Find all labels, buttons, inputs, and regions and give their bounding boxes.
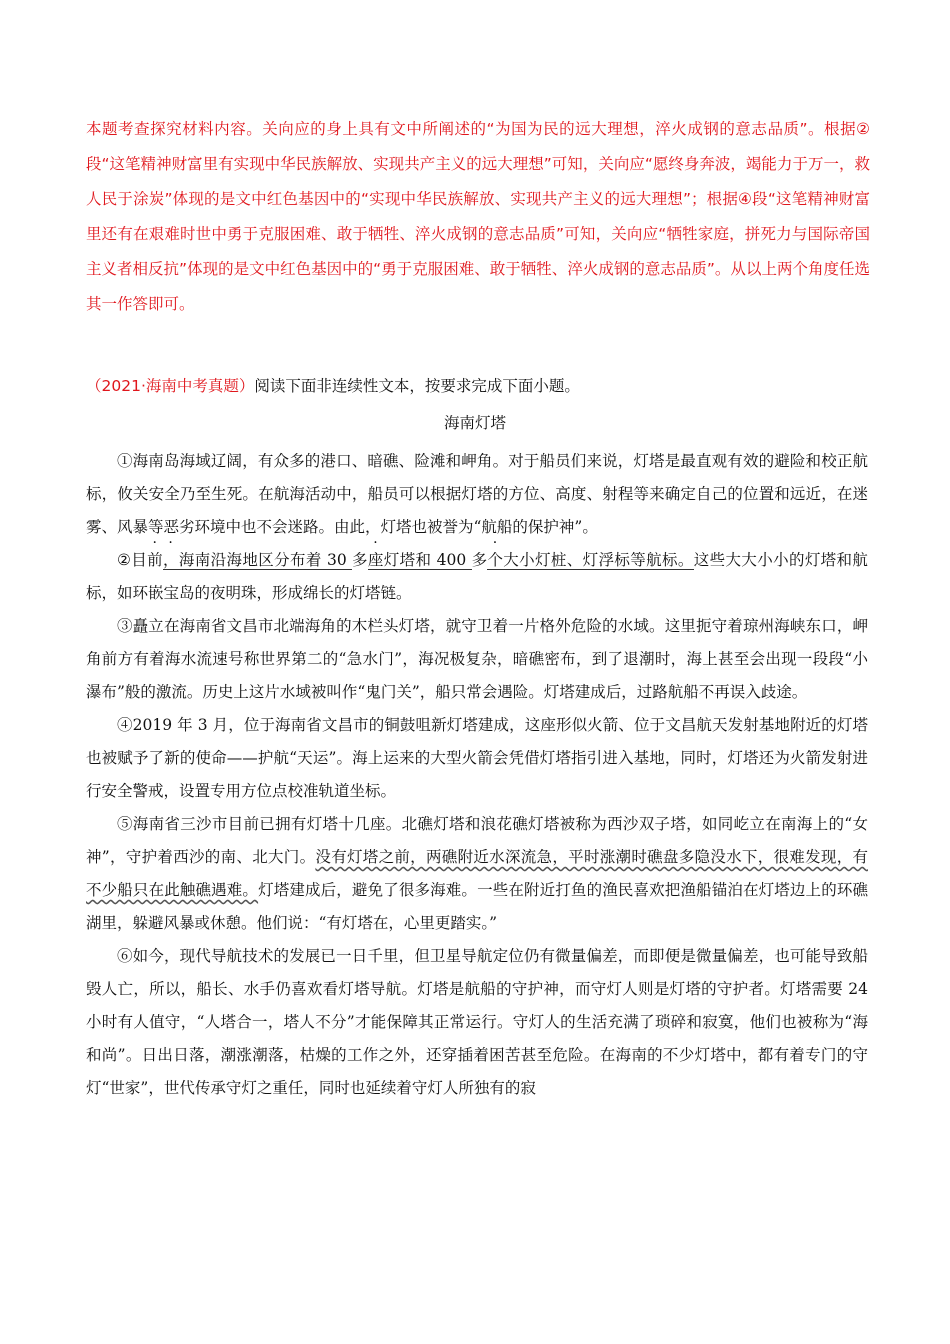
p2-underline-3: 个大小灯桩、灯浮标等航标。: [487, 551, 694, 569]
article-body: [86, 445, 868, 1105]
p5-wavy-underline: 没有灯塔之前，两礁附近水深流急，平时涨潮时礁盘多隐没水下，很难发现，有不少船只在此触礁遇难。: [86, 848, 868, 899]
p2-dotted-4: 多: [471, 551, 488, 569]
question-source: （2021·海南中考真题）: [86, 377, 255, 395]
paragraph-4: ④2019 年 3 月，位于海南省文昌市的铜鼓咀新灯塔建成，这座形似火箭、位于文昌航天发射基地附近的灯塔也被赋予了新的使命——护航“天运”。海上运来的大型火箭会凭借灯塔指引进入基地，同时，灯塔还为火箭发射进行安全警戒，设置专用方位点校准轨道坐标。: [86, 716, 868, 800]
article-title: 海南灯塔: [443, 414, 506, 432]
p2-dotted-3: 多: [352, 551, 368, 569]
paragraph-5: [86, 808, 868, 940]
p5-part-a: ⑤海南省三沙市目前已拥有灯塔十几座。北礁灯塔和浪花礁灯塔被称为西沙双子塔，如同屹立在南海上的“女神”，守护着西沙的南、北大门。: [86, 815, 868, 866]
p2-dotted-2: 前: [147, 551, 164, 569]
p2-underline-2: 座灯塔和 400: [367, 551, 472, 569]
p2-dotted-1: 目: [131, 551, 148, 569]
answer-explanation: [86, 112, 870, 322]
p2-underline-1: ，海南沿海地区分布着 30: [163, 551, 353, 569]
answer-paragraph: 本题考查探究材料内容。关向应的身上具有文中所阐述的“为国为民的远大理想，淬火成钢的意志品质”。根据②段“这笔精神财富里有实现中华民族解放、实现共产主义的远大理想”可知，关向应“愿终身奔波，竭能力于万一，救人民于涂炭”体现的是文中红色基因中的“实现中华民族解放、实现共产主义的远大理想”；根据④段“这笔精神财富里还有在艰难时世中勇于克服困难、敢于牺牲、淬火成钢的意志品质”可知，关向应“牺牲家庭，拼死力与国际帝国主义者相反抗”体现的是文中红色基因中的“勇于克服困难、敢于牺牲、淬火成钢的意志品质”。从以上两个角度任选其一作答即可。: [86, 120, 871, 313]
question-prompt: 阅读下面非连续性文本，按要求完成下面小题。: [254, 377, 580, 395]
paragraph-3: ③矗立在海南省文昌市北端海角的木栏头灯塔，就守卫着一片格外危险的水域。这里扼守着琼州海峡东口，岬角前方有着海水流速号称世界第二的“急水门”，海况极复杂，暗礁密布，到了退潮时，海上甚至会出现一段段“小瀑布”般的激流。历史上这片水域被叫作“鬼门关”，船只常会遇险。灯塔建成后，过路航船不再误入歧途。: [86, 617, 868, 701]
p2-rest: 这些大大小小的灯塔和航标，如环嵌宝岛的夜明珠，形成绵长的灯塔链。: [86, 551, 868, 602]
paragraph-2: [86, 544, 868, 610]
question-header: [86, 375, 870, 397]
p2-number: ②: [117, 551, 132, 569]
paragraph-6: ⑥如今，现代导航技术的发展已一日千里，但卫星导航定位仍有微量偏差，而即便是微量偏差，也可能导致船毁人亡，所以，船长、水手仍喜欢看灯塔导航。灯塔是航船的守护神，而守灯人则是灯塔的守护者。灯塔需要 24 小时有人值守，“人塔合一，塔人不分”才能保障其正常运行。守灯人的生活充满了琐碎和寂寞，他们也被称为“海和尚”。日出日落，潮涨潮落，枯燥的工作之外，还穿插着困苦甚至危险。在海南的不少灯塔中，都有着专门的守灯“世家”，世代传承守灯之重任，同时也延续着守灯人所独有的寂: [86, 947, 868, 1097]
p5-part-b: 灯塔建成后，避免了很多海难。一些在附近打鱼的渔民喜欢把渔船锚泊在灯塔边上的环礁湖里，躲避风暴或休憩。他们说：“有灯塔在，心里更踏实。”: [86, 881, 868, 932]
paragraph-1: ①海南岛海域辽阔，有众多的港口、暗礁、险滩和岬角。对于船员们来说，灯塔是最直观有效的避险和校正航标，攸关安全乃至生死。在航海活动中，船员可以根据灯塔的方位、高度、射程等来确定自己的位置和远近，在迷雾、风暴等恶劣环境中也不会迷路。由此，灯塔也被誉为“航船的保护神”。: [86, 452, 868, 536]
